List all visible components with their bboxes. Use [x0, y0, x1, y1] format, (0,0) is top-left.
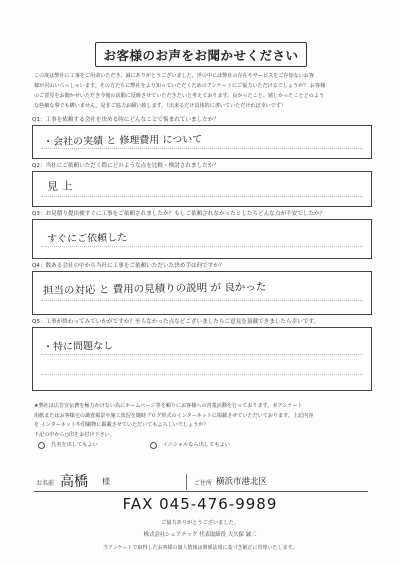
intro-line: 様が沢山いらっしゃいます。その方たちに弊社をより知っていただくためのアンケートにご協力いただけるでしょうか？ お客様	[34, 82, 326, 89]
fax-number: FAX 045-476-9989	[122, 495, 278, 513]
notice-line: 用紙またはお客様宅の調査風景や施工状況を随時ブログ形式のインターネットに掲載させていただいております。上記内容	[34, 412, 314, 419]
name-suffix: 様	[102, 477, 110, 486]
intro-text	[34, 72, 368, 112]
name-address-row	[34, 470, 368, 492]
notice-line: 下記の中から○印をお付け下さい。	[34, 431, 115, 438]
question-3	[32, 210, 372, 259]
question-3-label: Q3：お見積り提出後すぐに工事をご依頼されましたか？もしご依頼されなかったとしたらどんな点が不安でしたか？	[32, 211, 326, 217]
consent-option-1-label: 氏名を出してもよい	[51, 442, 98, 448]
name-label: お名前	[36, 480, 55, 487]
consent-option-2-radio[interactable]	[150, 442, 157, 449]
answer-guide-line	[41, 374, 363, 375]
question-5-answer-box[interactable]	[32, 327, 372, 391]
company-name: 株式会社シェアテック 代表取締役 大久保 誠二	[143, 532, 257, 538]
question-1-answer: ・会社の実績 と 修理費用 について	[42, 134, 203, 148]
question-1-answer-box[interactable]	[32, 125, 372, 159]
question-3-answer-box[interactable]	[32, 219, 372, 259]
question-2	[32, 162, 372, 207]
consent-row	[38, 440, 358, 450]
question-2-answer: 見 上	[46, 179, 73, 193]
consent-option-1-radio[interactable]	[38, 442, 45, 449]
question-1-label: Q1：工事を依頼する会社を決める時にどんなことで悩まれていましたか？	[32, 117, 219, 123]
publication-notice	[34, 402, 368, 440]
question-1	[32, 116, 372, 159]
consent-options	[38, 440, 358, 450]
address-label: ご住所	[194, 480, 213, 487]
question-4-answer-box[interactable]	[32, 271, 372, 315]
consent-option-2-label: イニシャルなら出してもよい	[162, 442, 230, 448]
question-3-answer: すぐにご依頼した	[46, 232, 128, 245]
question-2-answer-box[interactable]	[32, 171, 372, 207]
intro-line: な些細な事でも構いません。是非ご協力お願い致します。（出来るだけ具体的に書いていただければ幸いです）	[34, 102, 287, 109]
name-field[interactable]: 高橋	[60, 474, 88, 490]
answer-guide-line	[41, 300, 363, 301]
question-5-answer: ・特に問題なし	[42, 340, 114, 353]
notice-line: を インターネットや印刷物に掲載させていただいてもよろしいでしょうか？	[34, 422, 209, 429]
question-5	[32, 318, 372, 391]
question-2-label: Q2：当社にご依頼いただく際にどのような点を比較・検討されましたか？	[32, 163, 219, 169]
question-4-label: Q4：数ある会社の中から当社に工事をご依頼いただいた決め手は何ですか？	[32, 263, 225, 269]
privacy-notice: 当アンケートで取得したお客様の個人情報は関係法規に基づき厳正に管理いたします。	[102, 545, 298, 551]
question-5-label: Q5：工事が終わってみていかがですか？至らなかった点などございましたらご意見を頂戴できましたら幸いです。	[32, 319, 320, 325]
address-field[interactable]: 横浜市港北区	[216, 477, 268, 487]
intro-line: のご意見をお聞かせいただき今後の活動に反映させていただきたいと考えております。良かったこと、嬉しかったことどのよう	[34, 92, 324, 99]
question-4	[32, 262, 372, 315]
page-title: お客様のお声をお聞かせください	[103, 47, 299, 63]
answer-guide-line	[41, 354, 363, 355]
name-address-divider	[186, 474, 187, 490]
notice-line: ★弊社は広告宣伝費を極力かけない為にホームページ等を頼りにお客様への営業活動を行っております。本アンケート	[34, 403, 303, 409]
title-box	[95, 42, 307, 67]
intro-line: この度は弊社に工事をご用命いただき、誠にありがとうございました。世の中には弊社の存在やサービスをご存知ないお客	[34, 73, 314, 79]
answer-guide-line	[41, 246, 363, 247]
thanks-text: ご協力ありがとうございました。	[161, 520, 239, 526]
answer-guide-line	[41, 196, 363, 197]
answer-guide-line	[41, 148, 363, 149]
question-4-answer: 担当の対応 と 費用の見積りの説明 が 良かった	[42, 281, 267, 297]
